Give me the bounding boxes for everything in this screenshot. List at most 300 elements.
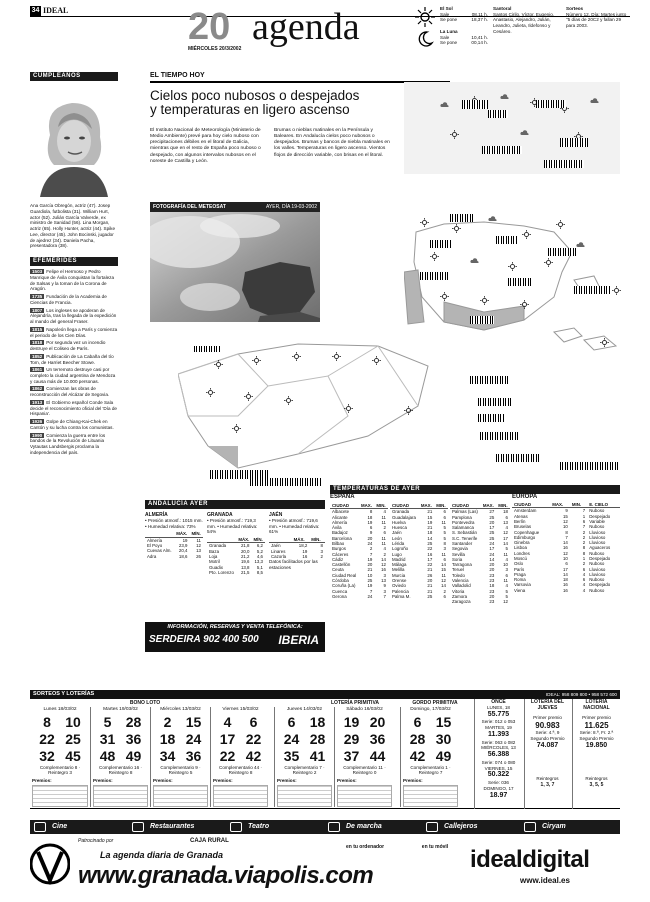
efemeride-item <box>30 419 118 430</box>
birthday-photo <box>30 95 118 197</box>
premios-label: Premios: <box>213 778 233 784</box>
column-header: MÍN. <box>189 531 203 537</box>
table-cell: 4 <box>582 582 586 588</box>
table-row <box>450 599 510 604</box>
table-cell: 21 <box>367 567 373 573</box>
premios-table <box>32 785 88 807</box>
jaen-block: JAÉN • Presión atmosf.: 719,6 mm. • Humedad relativa: 61% MÁX. MÍN. Jaén 18,2 8 Linares 19 3 Cazorla 16 2 Datos facilitados por las estaciones <box>269 512 323 571</box>
table-cell: 19 <box>182 537 188 543</box>
column-header: MAX. <box>359 503 374 509</box>
table-cell: 20 <box>427 577 433 583</box>
table-cell: 11 <box>381 535 386 541</box>
moon-info: La Luna Sale 10,41 h. Se pone 00,14 h. <box>440 29 488 46</box>
table-cell: Bilbao <box>332 540 345 546</box>
table-cell: Melilla <box>392 567 405 573</box>
table-cell: Coruña (La) <box>332 583 356 589</box>
lottery-draw <box>150 707 210 807</box>
table-cell: Toledo <box>452 572 465 578</box>
table-cell: Cuevas Alm. <box>147 548 172 554</box>
table-cell: 21 <box>427 567 433 573</box>
table-cell: Lluvioso <box>589 534 606 540</box>
table-cell: Huesca <box>392 525 407 531</box>
once-line: LUNES, 18 <box>487 705 510 710</box>
sun-icon <box>244 392 253 401</box>
table-cell: 3 <box>320 548 323 554</box>
once-line: Serie: 063 o 082 <box>481 739 516 745</box>
theater-icon <box>230 822 242 832</box>
sun-icon <box>522 230 531 239</box>
table-row <box>512 582 620 587</box>
table-cell: 23 <box>489 577 495 583</box>
table-cell: Lisboa <box>514 545 527 551</box>
premios-label: Premios: <box>277 778 297 784</box>
table-cell: Lluvioso <box>589 566 606 572</box>
table-cell: Sevilla <box>452 551 465 557</box>
nav-item-label: De marcha <box>346 823 382 830</box>
table-cell: Londres <box>514 550 530 556</box>
map-icon <box>426 822 438 832</box>
agenda-navbar <box>30 820 620 834</box>
sun-info: El Sol Sale 08,11 h. Se pone 18,37 h. <box>440 6 488 23</box>
table-cell: Murcia <box>392 572 406 578</box>
draw-number: 45 <box>65 747 81 764</box>
draw-numbers <box>335 714 394 765</box>
draw-number: 28 <box>309 730 326 747</box>
premios-table <box>337 785 392 807</box>
sun-icon <box>452 224 461 233</box>
table-cell: 4 <box>505 556 508 562</box>
once-line: VIERNES, 15 <box>484 765 513 771</box>
nav-item-teatro[interactable] <box>226 820 324 834</box>
sun-icon <box>520 300 529 309</box>
efemeride-text: El Gobierno español Conde Sala decide el reconocimiento oficial del 'Día de Hispania'. <box>30 399 117 417</box>
efemeride-year: 1815 <box>32 326 43 332</box>
table-cell: Nuboso <box>589 508 605 514</box>
table-cell: 18,2 <box>298 543 308 549</box>
draw-date: Viernes 15/03/02 <box>222 707 259 712</box>
table-cell: 7 <box>582 508 586 514</box>
table-cell: Lluvioso <box>589 529 606 535</box>
once-line: 11.393 <box>487 730 510 738</box>
map-label <box>480 432 520 440</box>
table-cell: 22 <box>427 562 433 568</box>
table-cell: 9 <box>369 530 373 536</box>
draw-number: 17 <box>219 730 236 747</box>
table-cell: 4 <box>383 546 386 552</box>
table-cell: 7 <box>565 534 568 540</box>
table-cell: 20 <box>367 535 373 541</box>
table-cell: Aguaceros <box>589 545 611 551</box>
iberia-ad[interactable]: INFORMACIÓN, RESERVAS Y VENTA TELEFÓNICA: SERDEIRA 902 400 500 IBERIA <box>145 622 325 652</box>
efemeride-item <box>30 367 118 384</box>
sorteos-header: Sorteos Número 12. Día: Martes junto "5 días de 20C2 y fallan 29 para 2003. <box>566 6 627 29</box>
efemeride-year: 1926 <box>32 419 43 425</box>
table-cell: 8 <box>582 550 586 556</box>
weather-headline: Cielos poco nubosos o despejados y temperaturas en ligero ascenso <box>150 88 360 118</box>
table-cell: Badajoz <box>332 530 348 536</box>
table-cell: Burgos <box>332 546 346 552</box>
cloud-icon <box>440 100 449 109</box>
table-cell: Nuboso <box>589 561 605 567</box>
premios-table <box>403 785 458 807</box>
map-label <box>548 248 578 256</box>
lottery-draw <box>274 707 334 807</box>
lottery-draw <box>30 707 90 807</box>
table-cell: 12 <box>562 519 568 525</box>
temps-title: TEMPERATURAS DE AYER <box>330 485 620 494</box>
table-cell: El Poyo <box>147 543 163 549</box>
nav-item-de-marcha[interactable] <box>324 820 422 834</box>
table-cell: Despejado <box>589 513 611 519</box>
efemeride-text: Golpe de Chiang-Kai-Chek en Cantón y su lucha contra los comunistas. <box>30 419 114 430</box>
footer-ad[interactable]: Patrocinado por CAJA RURAL La agenda diaria de Granada www.granada.viapolis.com en tu ordenador en tu móvil idealdigital www.ideal.es <box>30 836 620 892</box>
draw-numbers <box>275 714 334 765</box>
table-cell: 1 <box>582 556 586 561</box>
table-cell: Oviedo <box>392 583 406 589</box>
table-cell: 24 <box>367 593 373 599</box>
draw-number: 6 <box>287 713 296 730</box>
table-cell: Castellón <box>332 562 351 568</box>
table-cell: Almería <box>147 537 163 543</box>
table-cell: Palma M. <box>392 593 411 599</box>
page-number: 34 <box>31 7 40 14</box>
andalucia-title: ANDALUCÍA AYER <box>145 500 325 509</box>
draw-number: 18 <box>309 713 326 730</box>
film-icon <box>34 822 46 832</box>
nav-item-label: Callejeros <box>444 823 478 830</box>
lottery-draw <box>334 707 394 807</box>
draw-number: 22 <box>219 747 236 764</box>
table-cell: 24 <box>367 540 373 546</box>
nav-item-restaurantes[interactable] <box>128 820 226 834</box>
table-cell: Zaragoza <box>452 599 471 605</box>
once-block: ONCE LUNES, 18 55.775 Serie: 012 o 053 MARTES, 19 11.393 Serie: 063 o 082 MIÉRCOLES, 13 56.388 Serie: 074 o 080 VIERNES, 15 50.322 Serie: 036 DOMINGO, 17 18.97 <box>474 699 522 809</box>
table-cell: 17 <box>489 525 495 531</box>
table-cell: 7 <box>383 593 386 599</box>
spain-temps: ESPAÑA CIUDAD MAX. MIN. Albacete 8 4 Alicante 18 11 Almería 19 11 Ávila 6 2 Badajoz 9 6 Barcelona 20 11 Bilbao 24 11 Burgos 2 4 Cáceres 7 2 Cádiz 19 14 Castellón 20 12 Ceuta 21 16 Ciudad Real 10 3 Córdoba 25 13 Coruña (La) 19 9 Cuenca 7 3 Gerona 24 7 CIUDAD MAX. MIN. Granada 21 6 Guadalajara 15 6 Huelva 19 11 Huesca 21 5 Jaén 18 5 León 14 5 Lérida 25 8 Logroño 22 3 Lugo 16 11 Madrid 17 6 Málaga 22 14 Melilla 21 15 Murcia 26 11 Orense 20 12 Oviedo 21 14 Palencia 21 2 Palma M. 25 6 CIUDAD MAX. MIN. Palmas (Las) 27 18 Pamplona 25 6 Pontevedra 20 13 Salamanca 17 4 S. Sebastián 25 12 S.C. Tenerife 25 17 Santander 24 14 Segovia 17 5 Sevilla 24 11 Soria 14 4 Tarragona 20 10 Teruel 20 3 Toledo 23 6 Valencia 23 11 Valladolid 18 4 Vitoria 23 5 Zamora 20 5 Zaragoza 23 12 <box>330 494 508 605</box>
table-cell: 26 <box>427 572 433 578</box>
europe-temps: EUROPA CIUDAD MAX. MIN. E. CIELO Amsterdam 9 7 Nuboso Atenas 15 1 Despejado Berlín 12 6 Variable Bruselas 10 7 Nuboso Copenhague 8 2 Lluvioso Edimburgo 7 2 Lluvioso Ginebra 14 2 Lluvioso Lisboa 16 8 Aguaceros Londres 12 8 Nuboso Moscú 10 1 Despejado Oslo 6 2 Nuboso París 17 6 Lluvioso Praga 14 4 Lluvioso Roma 18 6 Nuboso Varsovia 16 4 Despejado Viena 16 4 Nuboso <box>512 494 620 593</box>
draw-number: 36 <box>185 747 202 764</box>
premios-label: Premios: <box>93 778 113 784</box>
sun-icon <box>404 406 413 415</box>
efemeride-text: Un terremoto destruye casi por completo la ciudad argentina de Mendoza y causa más de 10.000 personas. <box>30 367 116 384</box>
nav-item-callejeros[interactable] <box>422 820 520 834</box>
table-cell: 2 <box>582 534 586 540</box>
table-cell: Palmas (Las) <box>452 509 478 515</box>
efemeride-year: 1852 <box>32 353 43 359</box>
table-cell: Gerona <box>332 593 347 599</box>
sun-icon <box>414 6 436 28</box>
table-cell: 11 <box>441 551 446 557</box>
table-cell: Pamplona <box>452 514 472 520</box>
birthdays-title: CUMPLEAÑOS <box>30 72 118 81</box>
table-cell: Berlín <box>514 519 526 525</box>
map-label <box>470 316 494 324</box>
sun-icon <box>600 338 609 347</box>
table-cell: 25 <box>367 577 373 583</box>
table-cell: 8 <box>565 529 568 535</box>
table-cell: Cáceres <box>332 551 349 557</box>
table-cell: 3 <box>383 588 386 594</box>
column-header: CIUDAD <box>390 503 419 509</box>
table-cell: 6 <box>383 530 386 536</box>
table-cell: Granada <box>392 509 410 515</box>
table-cell: 18 <box>503 509 508 515</box>
table-cell: 14 <box>427 535 433 541</box>
table-cell: 16 <box>302 554 308 560</box>
column-header: CIUDAD <box>512 502 550 508</box>
draw-number: 41 <box>309 747 326 764</box>
draw-number: 20 <box>369 713 386 730</box>
table-cell: 15 <box>441 567 446 573</box>
table-cell: 11 <box>381 540 386 546</box>
ideal-url[interactable]: www.ideal.es <box>520 876 570 885</box>
table-cell: Almería <box>332 519 348 525</box>
efemeride-text: Publicación de La Cabaña del tío Tom, de Harriet Beecher Stowe. <box>30 353 114 365</box>
map-label <box>194 346 220 352</box>
table-cell: 12 <box>196 543 201 549</box>
draw-number: 10 <box>65 713 81 730</box>
table-cell: 17 <box>503 535 508 541</box>
column-header: MAX. <box>419 503 434 509</box>
draw-number: 42 <box>245 747 262 764</box>
sun-icon <box>440 292 449 301</box>
draw-number: 5 <box>103 713 112 730</box>
efemeride-item <box>30 386 118 397</box>
map-label <box>478 414 504 422</box>
nav-item-cine[interactable] <box>30 820 128 834</box>
table-cell: Atenas <box>514 513 528 519</box>
cloud-icon <box>470 256 479 265</box>
sun-icon <box>556 220 565 229</box>
table-cell: Linares <box>271 548 286 554</box>
sun-icon <box>612 286 621 295</box>
draw-complementario: Complementario 9 · Reintegro 5 <box>160 764 201 776</box>
draw-number: 44 <box>369 747 386 764</box>
map-label <box>450 214 474 222</box>
table-cell: 10 <box>562 556 568 561</box>
table-cell: Nuboso <box>589 524 605 530</box>
table-cell: 24 <box>489 551 495 557</box>
table-cell: 5 <box>505 593 508 599</box>
table-cell: Cádiz <box>332 556 344 562</box>
table-cell: 9 <box>565 508 568 514</box>
table-cell: Varsovia <box>514 582 531 588</box>
draw-number: 35 <box>283 747 300 764</box>
once-line: 56.388 <box>487 751 510 759</box>
draw-complementario: Complementario 11 · Reintegro 0 <box>343 764 386 776</box>
table-cell: 6 <box>582 577 586 583</box>
table-cell: Motril <box>209 559 220 565</box>
map-label <box>250 478 322 486</box>
satellite-image <box>150 212 320 322</box>
table-cell: 10 <box>562 524 568 530</box>
once-line: MIÉRCOLES, 13 <box>481 745 516 751</box>
table-cell: Palencia <box>392 588 409 594</box>
table-row <box>390 594 448 599</box>
nav-item-ciryam[interactable] <box>520 820 618 834</box>
table-cell: Adra <box>147 553 157 559</box>
draw-number: 32 <box>39 747 55 764</box>
table-cell: 7 <box>582 524 586 530</box>
table-cell: Jaén <box>392 530 402 536</box>
table-cell: 20,4 <box>178 548 188 554</box>
table-cell: 15 <box>427 514 433 520</box>
table-row <box>512 508 620 514</box>
table-cell: 6 <box>505 514 508 520</box>
map-label <box>478 398 512 406</box>
draw-number: 24 <box>185 730 202 747</box>
table-cell: 5 <box>505 588 508 594</box>
draw-complementario: Complementario 1 · Reintegro 7 <box>410 764 451 776</box>
weather-panel-top <box>404 82 620 174</box>
efemeride-text: Los ingleses se apoderan de Alejandría, tras la llegada de la expedición al mando del general Fraser. <box>30 307 117 325</box>
once-line: 18.97 <box>489 791 508 799</box>
sun-icon <box>344 404 353 413</box>
table-cell: 18 <box>489 583 495 589</box>
table-cell: Baza <box>209 548 220 554</box>
table-cell: Edimburgo <box>514 534 536 540</box>
table-cell: 5,1 <box>256 564 263 570</box>
table-cell: 4 <box>383 509 386 515</box>
sun-icon <box>252 356 261 365</box>
draw-numbers <box>30 714 90 765</box>
table-cell: 4 <box>505 525 508 531</box>
sun-icon <box>430 252 439 261</box>
table-cell: 2 <box>443 588 446 594</box>
map-label <box>508 278 532 286</box>
day-number: 20 <box>188 6 231 48</box>
table-cell: Segovia <box>452 546 468 552</box>
almeria-block: ALMERÍA • Presión atmosf.: 1015 mm. • Humedad relativa: 73% MÁX. MÍN. Almería 19 11 El Poyo 23,9 12 Cuevas Alm. 20,4 13 Adra 18,6 26 <box>145 512 203 559</box>
table-cell: Santander <box>452 540 473 546</box>
table-cell: 2 <box>582 529 586 535</box>
table-cell: 13,8 <box>240 564 250 570</box>
column-header: MAX. <box>550 502 570 508</box>
table-cell: Ávila <box>332 525 342 531</box>
cutlery-icon <box>132 822 144 832</box>
table-cell: 17 <box>427 556 433 562</box>
table-cell: París <box>514 566 525 572</box>
draw-numbers <box>211 714 270 765</box>
draw-number: 22 <box>39 730 55 747</box>
column-header: MÁX. <box>292 537 310 543</box>
table-cell: 2 <box>582 561 586 567</box>
efemeride-item <box>30 354 118 365</box>
table-cell: 23 <box>489 599 495 605</box>
table-cell: 21,2 <box>240 554 250 560</box>
sun-icon <box>508 262 517 271</box>
table-cell: 21,8 <box>240 543 250 549</box>
table-cell: 14 <box>562 540 568 546</box>
efemeride-text: Comienzan las obras de reconstrucción del Alcázar de Segovia. <box>30 386 110 398</box>
sun-icon <box>420 218 429 227</box>
efemeride-text: Por segunda vez un incendio destruye el Coliseo de París. <box>30 340 106 352</box>
table-cell: Variable <box>589 519 606 525</box>
column-header: MIN. <box>434 503 448 509</box>
premios-table <box>153 785 208 807</box>
draw-complementario: Complementario 8 · Reintegro 3 <box>39 764 81 776</box>
table-cell: Vitoria <box>452 588 465 594</box>
table-cell: 6 <box>443 514 446 520</box>
table-cell: Bruselas <box>514 524 532 530</box>
premios-table <box>277 785 332 807</box>
table-cell: 4 <box>582 587 586 593</box>
viapolis-url[interactable]: www.granada.viapolis.com <box>78 862 374 889</box>
table-cell: 10 <box>367 572 373 578</box>
table-cell: Soria <box>452 556 463 562</box>
table-row <box>512 588 620 593</box>
table-cell: 25 <box>427 593 433 599</box>
table-cell: Ginebra <box>514 540 530 546</box>
efemeride-text: Felipe el Hermoso y Pedro Manrique de Ávila conquistan la fortaleza de Salsas y la toman de la Corona de Aragón. <box>30 269 115 292</box>
table-cell: 7 <box>369 588 373 594</box>
efemeride-year: 1807 <box>32 307 43 313</box>
draw-number: 6 <box>249 713 258 730</box>
draw-number: 15 <box>435 713 452 730</box>
table-cell: Logroño <box>392 546 409 552</box>
draw-number: 18 <box>159 730 176 747</box>
table-cell: 11 <box>441 519 446 525</box>
draw-numbers <box>401 714 460 765</box>
draw-numbers <box>151 714 210 765</box>
table-cell: Salamanca <box>452 525 474 531</box>
draw-number: 29 <box>343 730 360 747</box>
column-header: MÁX. <box>236 537 251 543</box>
table-cell: 8 <box>582 545 586 551</box>
table-cell: 17 <box>489 546 495 552</box>
table-cell: 19,6 <box>240 559 250 565</box>
table-cell: 19 <box>302 548 308 554</box>
table-cell: 2 <box>369 546 373 552</box>
table-cell: 8,5 <box>256 569 263 575</box>
sun-icon <box>450 130 459 139</box>
table-cell: 20 <box>489 593 495 599</box>
table-cell: 18,6 <box>178 553 188 559</box>
table-cell: 8 <box>443 540 446 546</box>
map-label <box>574 286 610 294</box>
table-cell: Nuboso <box>589 577 605 583</box>
table-row <box>145 554 203 559</box>
table-cell: 7 <box>369 551 373 557</box>
andalucia-tables <box>145 510 325 600</box>
table-cell: 20 <box>489 567 495 573</box>
draw-number: 48 <box>99 747 116 764</box>
column-header: MAX. <box>481 503 496 509</box>
table-cell: 16 <box>562 587 568 593</box>
efemeride-year: 1861 <box>32 367 43 373</box>
table-cell: 23 <box>489 588 495 594</box>
table-cell: Moscú <box>514 556 527 561</box>
draw-number: 15 <box>185 713 202 730</box>
map-label <box>560 138 588 147</box>
table-cell: 14 <box>441 583 446 589</box>
table-cell: 6 <box>369 525 373 531</box>
table-cell: 20 <box>489 562 495 568</box>
loteria-jueves: LOTERÍA DEL JUEVES Primer premio 90.983 Serie: 4.ª, 9 Segundo Premio 74.087 Reintegros 1, 3, 7 <box>524 699 570 809</box>
music-icon <box>328 822 340 832</box>
table-cell: 15 <box>562 513 568 519</box>
table-cell: Huelva <box>392 519 406 525</box>
column-header: MIN. <box>570 502 587 508</box>
draw-number: 30 <box>435 730 452 747</box>
shop-icon <box>524 822 536 832</box>
table-cell: 18 <box>427 530 433 536</box>
table-cell: 25 <box>489 530 495 536</box>
column-header: MIN. <box>374 503 388 509</box>
table-cell: Guadix <box>209 564 223 570</box>
